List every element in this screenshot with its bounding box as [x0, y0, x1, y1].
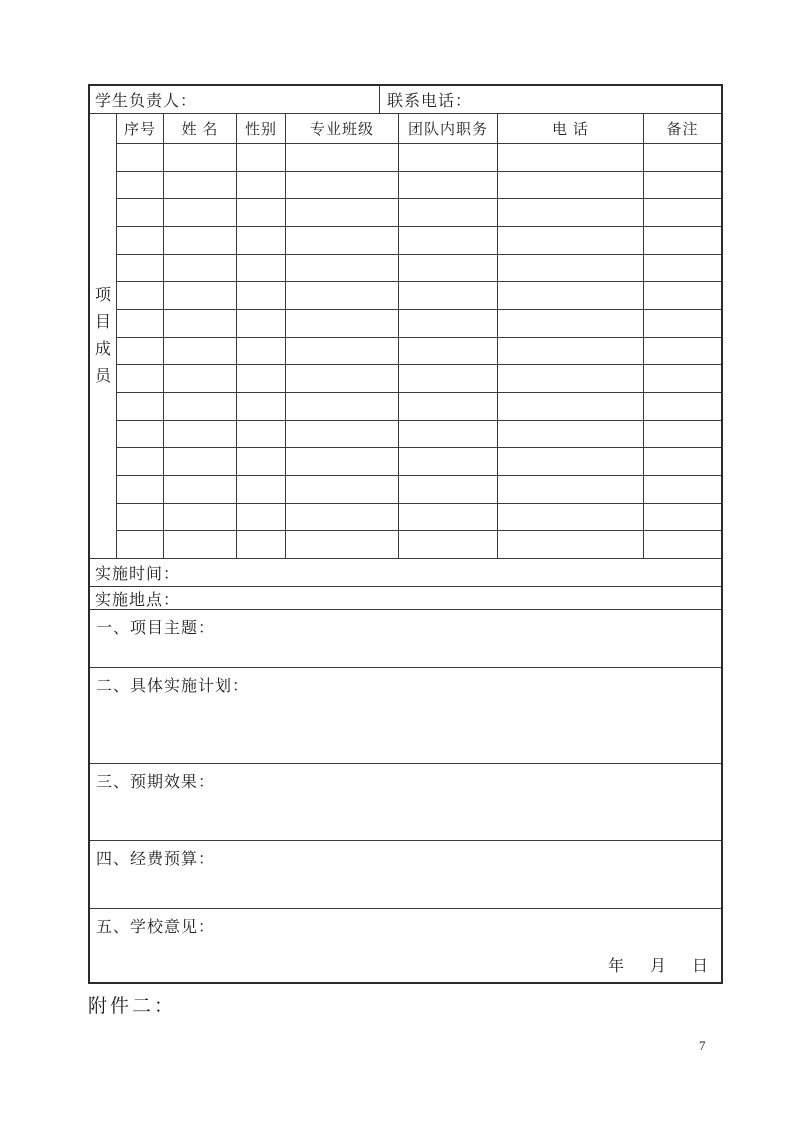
- member-cell: [286, 310, 399, 337]
- member-cell: [644, 199, 721, 226]
- member-cell: [286, 199, 399, 226]
- member-cell: [644, 255, 721, 282]
- member-cell: [164, 365, 237, 392]
- member-cell: [498, 476, 644, 503]
- member-cell: [237, 144, 286, 171]
- date-signature-line: 年 月 日: [607, 958, 709, 975]
- member-cell: [164, 393, 237, 420]
- member-cell: [399, 282, 498, 309]
- member-cell: [286, 338, 399, 365]
- member-cell: [498, 531, 644, 558]
- section-implementation-plan: 二、具体实施计划：: [90, 668, 721, 764]
- member-cell: [286, 282, 399, 309]
- member-cell: [399, 365, 498, 392]
- member-row: [117, 530, 721, 558]
- member-cell: [399, 393, 498, 420]
- member-cell: [498, 448, 644, 475]
- side-label-char: 目: [94, 314, 111, 331]
- member-cell: [117, 310, 164, 337]
- member-row: [117, 198, 721, 226]
- member-cell: [164, 504, 237, 531]
- member-row: [117, 337, 721, 365]
- member-cell: [286, 448, 399, 475]
- member-cell: [286, 255, 399, 282]
- member-cell: [399, 199, 498, 226]
- member-cell: [399, 255, 498, 282]
- column-header-gender: 性别: [237, 114, 286, 143]
- member-cell: [237, 531, 286, 558]
- member-cell: [644, 421, 721, 448]
- section-project-theme: 一、项目主题：: [90, 610, 721, 668]
- member-cell: [644, 476, 721, 503]
- column-header-name: 姓 名: [164, 114, 237, 143]
- member-row: [117, 364, 721, 392]
- section-budget: 四、经费预算：: [90, 841, 721, 909]
- member-cell: [498, 504, 644, 531]
- member-cell: [286, 531, 399, 558]
- project-application-form-table: [88, 84, 723, 984]
- side-label-char: 项: [94, 287, 111, 304]
- member-cell: [498, 393, 644, 420]
- member-cell: [644, 448, 721, 475]
- member-cell: [164, 144, 237, 171]
- member-row: [117, 226, 721, 254]
- member-cell: [117, 531, 164, 558]
- member-cell: [286, 504, 399, 531]
- member-cell: [498, 255, 644, 282]
- member-cell: [117, 144, 164, 171]
- member-cell: [644, 282, 721, 309]
- member-cell: [117, 282, 164, 309]
- section-expected-results: 三、预期效果：: [90, 764, 721, 841]
- member-cell: [237, 504, 286, 531]
- member-cell: [498, 338, 644, 365]
- member-cell: [498, 199, 644, 226]
- member-cell: [498, 144, 644, 171]
- member-cell: [117, 448, 164, 475]
- member-cell: [117, 199, 164, 226]
- member-cell: [399, 144, 498, 171]
- implementation-place-row: 实施地点：: [90, 587, 721, 610]
- member-cell: [117, 504, 164, 531]
- member-cell: [498, 365, 644, 392]
- column-header-phone: 电 话: [498, 114, 644, 143]
- member-row: [117, 475, 721, 503]
- member-row: [117, 144, 721, 171]
- member-cell: [164, 448, 237, 475]
- member-cell: [164, 476, 237, 503]
- member-cell: [237, 310, 286, 337]
- member-cell: [237, 476, 286, 503]
- member-cell: [644, 227, 721, 254]
- members-side-label: [90, 114, 117, 558]
- member-cell: [644, 365, 721, 392]
- member-cell: [286, 144, 399, 171]
- member-row: [117, 281, 721, 309]
- member-cell: [399, 504, 498, 531]
- member-cell: [399, 310, 498, 337]
- member-cell: [237, 172, 286, 199]
- member-cell: [286, 421, 399, 448]
- member-row: [117, 309, 721, 337]
- member-cell: [117, 393, 164, 420]
- member-cell: [498, 172, 644, 199]
- implementation-time-row: 实施时间：: [90, 559, 721, 587]
- member-cell: [644, 172, 721, 199]
- member-cell: [644, 310, 721, 337]
- member-cell: [164, 199, 237, 226]
- members-header-row: [117, 114, 721, 144]
- member-cell: [117, 172, 164, 199]
- member-cell: [644, 393, 721, 420]
- member-cell: [399, 338, 498, 365]
- project-members-block: [90, 114, 721, 559]
- member-cell: [164, 310, 237, 337]
- member-cell: [237, 393, 286, 420]
- member-cell: [237, 365, 286, 392]
- member-cell: [399, 476, 498, 503]
- column-header-role: 团队内职务: [399, 114, 498, 143]
- member-cell: [164, 338, 237, 365]
- section-school-opinion: [90, 909, 721, 982]
- member-row: [117, 503, 721, 531]
- member-cell: [644, 338, 721, 365]
- side-label-char: 员: [94, 368, 111, 385]
- member-cell: [117, 421, 164, 448]
- member-cell: [286, 172, 399, 199]
- member-cell: [644, 504, 721, 531]
- student-leader-cell: 学生负责人：: [90, 86, 380, 113]
- member-cell: [237, 421, 286, 448]
- member-cell: [164, 531, 237, 558]
- column-header-remarks: 备注: [666, 122, 699, 138]
- member-row: [117, 420, 721, 448]
- member-cell: [117, 227, 164, 254]
- member-cell: [237, 255, 286, 282]
- member-row: [117, 447, 721, 475]
- member-cell: [164, 421, 237, 448]
- member-cell: [399, 227, 498, 254]
- member-cell: [498, 421, 644, 448]
- member-cell: [498, 282, 644, 309]
- member-cell: [399, 531, 498, 558]
- member-cell: [399, 421, 498, 448]
- member-row: [117, 254, 721, 282]
- school-opinion-label: 五、学校意见：: [96, 919, 216, 936]
- member-cell: [237, 338, 286, 365]
- page-number: 7: [699, 1038, 706, 1053]
- member-cell: [237, 199, 286, 226]
- member-cell: [399, 172, 498, 199]
- leader-phone-row: [90, 86, 721, 114]
- member-cell: [117, 365, 164, 392]
- member-cell: [286, 393, 399, 420]
- column-header-number: 序号: [117, 114, 164, 143]
- member-cell: [237, 227, 286, 254]
- member-cell: [498, 310, 644, 337]
- member-cell: [164, 227, 237, 254]
- column-header-major: 专业班级: [286, 114, 399, 143]
- contact-phone-cell: 联系电话：: [387, 93, 473, 110]
- member-row: [117, 392, 721, 420]
- attachment-two-label: 附件二：: [88, 996, 177, 1017]
- member-cell: [237, 448, 286, 475]
- member-cell: [644, 144, 721, 171]
- member-cell: [286, 365, 399, 392]
- member-cell: [164, 282, 237, 309]
- members-empty-rows: [117, 144, 721, 558]
- side-label-char: 成: [94, 341, 111, 358]
- member-cell: [399, 448, 498, 475]
- member-cell: [164, 172, 237, 199]
- member-cell: [644, 531, 721, 558]
- member-cell: [117, 255, 164, 282]
- members-table: [117, 114, 721, 558]
- member-row: [117, 171, 721, 199]
- member-cell: [164, 255, 237, 282]
- member-cell: [237, 282, 286, 309]
- member-cell: [286, 476, 399, 503]
- member-cell: [286, 227, 399, 254]
- member-cell: [117, 338, 164, 365]
- member-cell: [498, 227, 644, 254]
- member-cell: [117, 476, 164, 503]
